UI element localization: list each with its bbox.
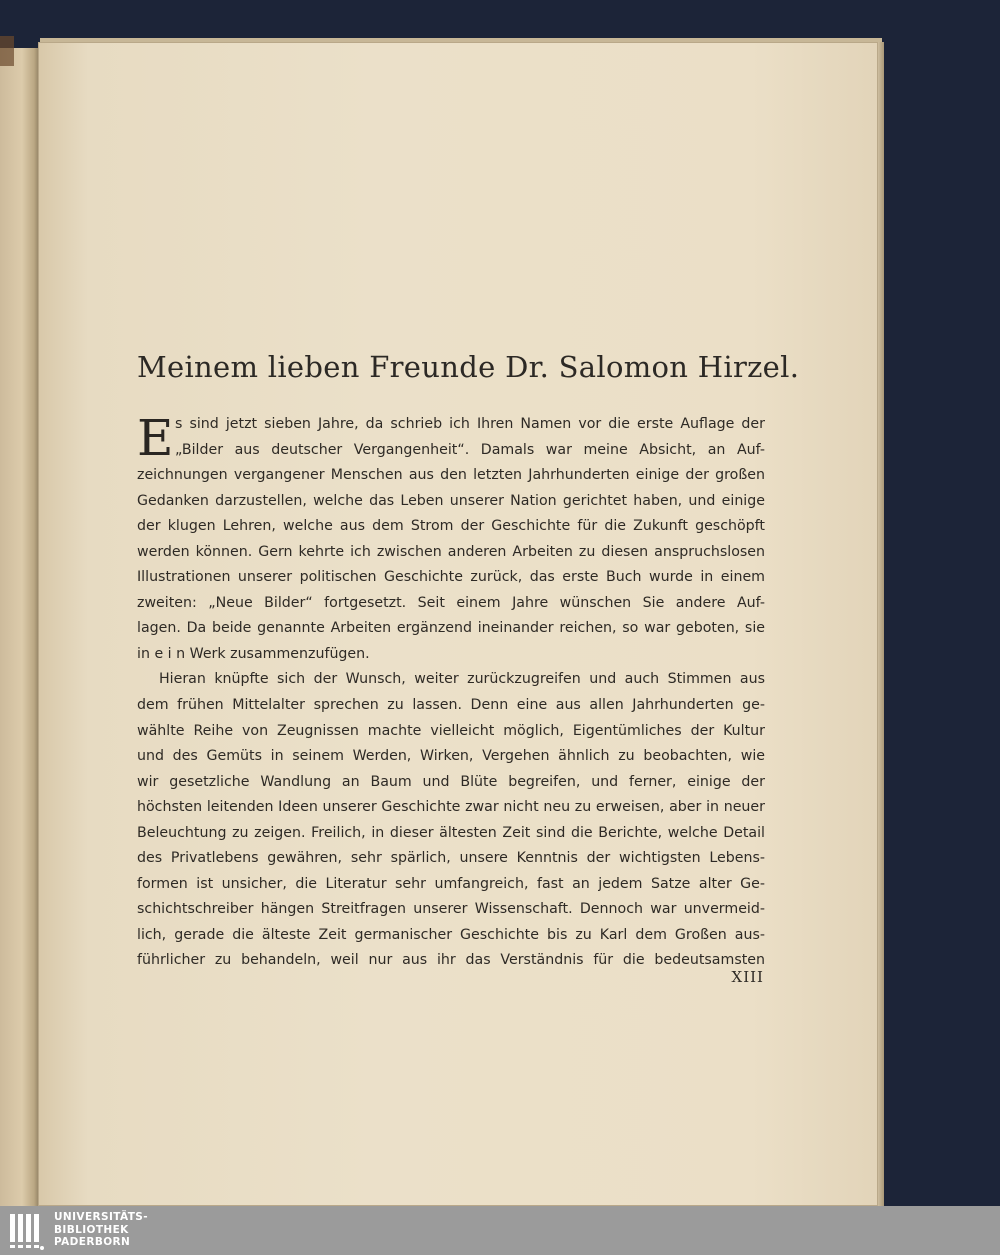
text-line: höchsten leitenden Ideen unserer Geschichte zwar nicht neu zu erweisen, aber in neuer bbox=[137, 799, 765, 816]
text-line: lagen. Da beide genannte Arbeiten ergänzend ineinander reichen, so war geboten, sie bbox=[137, 620, 765, 637]
text-line: zweiten: „Neue Bilder“ fortgesetzt. Seit einem Jahre wünschen Sie andere Auf- bbox=[137, 594, 765, 611]
library-name bbox=[54, 1211, 148, 1249]
text-line: s sind jetzt sieben Jahre, da schrieb ich Ihren Namen vor die erste Auflage der bbox=[175, 416, 765, 432]
drop-cap: E bbox=[137, 409, 174, 467]
body-text bbox=[137, 409, 765, 974]
library-logo-icon bbox=[8, 1212, 46, 1252]
text-line: des Privatlebens gewähren, sehr spärlich, unsere Kenntnis der wichtigsten Lebens- bbox=[137, 850, 765, 867]
library-name-line-3: PADERBORN bbox=[54, 1236, 131, 1248]
page-number: XIII bbox=[731, 968, 764, 986]
text-line: zeichnungen vergangener Menschen aus den letzten Jahrhunderten einige der großen bbox=[137, 467, 765, 484]
text-line: in e i n Werk zusammenzufügen. bbox=[137, 645, 370, 662]
dedication-heading: Meinem lieben Freunde Dr. Salomon Hirzel. bbox=[137, 350, 800, 384]
text-line: führlicher zu behandeln, weil nur aus ihr das Verständnis für die bedeutsamsten bbox=[137, 952, 765, 969]
text-line: der klugen Lehren, welche aus dem Strom der Geschichte für die Zukunft geschöpft bbox=[137, 518, 765, 535]
text-line: wählte Reihe von Zeugnissen machte vielleicht möglich, Eigentümliches der Kultur bbox=[137, 722, 765, 739]
library-banner bbox=[0, 1206, 1000, 1255]
text-line: Hieran knüpfte sich der Wunsch, weiter zurückzugreifen und auch Stimmen aus bbox=[159, 671, 765, 688]
library-name-line-1: UNIVERSITÄTS- bbox=[54, 1211, 149, 1223]
text-line: Beleuchtung zu zeigen. Freilich, in dieser ältesten Zeit sind die Berichte, welche Detail bbox=[137, 824, 765, 841]
text-line: wir gesetzliche Wandlung an Baum und Blüte begreifen, und ferner, einige der bbox=[137, 773, 765, 790]
text-line: formen ist unsicher, die Literatur sehr umfangreich, fast an jedem Satze alter Ge- bbox=[137, 875, 765, 892]
library-name-line-2: BIBLIOTHEK bbox=[54, 1223, 129, 1236]
text-line: Gedanken darzustellen, welche das Leben unserer Nation gerichtet haben, und einige bbox=[137, 492, 765, 509]
binding-mark bbox=[0, 36, 14, 66]
page-right-edge bbox=[878, 42, 884, 1206]
text-line: Illustrationen unserer politischen Geschichte zurück, das erste Buch wurde in einem bbox=[137, 569, 765, 586]
text-line: „Bilder aus deutscher Vergangenheit“. Damals war meine Absicht, an Auf- bbox=[175, 441, 765, 458]
text-line: schichtschreiber hängen Streitfragen unserer Wissenschaft. Dennoch war unvermeid- bbox=[137, 901, 765, 918]
text-line: und des Gemüts in seinem Werden, Wirken, Vergehen ähnlich zu beobachten, wie bbox=[137, 748, 765, 765]
text-line: lich, gerade die älteste Zeit germanischer Geschichte bis zu Karl dem Großen aus- bbox=[137, 926, 765, 943]
text-line: dem frühen Mittelalter sprechen zu lassen. Denn eine aus allen Jahrhunderten ge- bbox=[137, 697, 765, 714]
left-page-edge bbox=[0, 48, 40, 1206]
text-line: werden können. Gern kehrte ich zwischen anderen Arbeiten zu diesen anspruchslosen bbox=[137, 543, 765, 560]
